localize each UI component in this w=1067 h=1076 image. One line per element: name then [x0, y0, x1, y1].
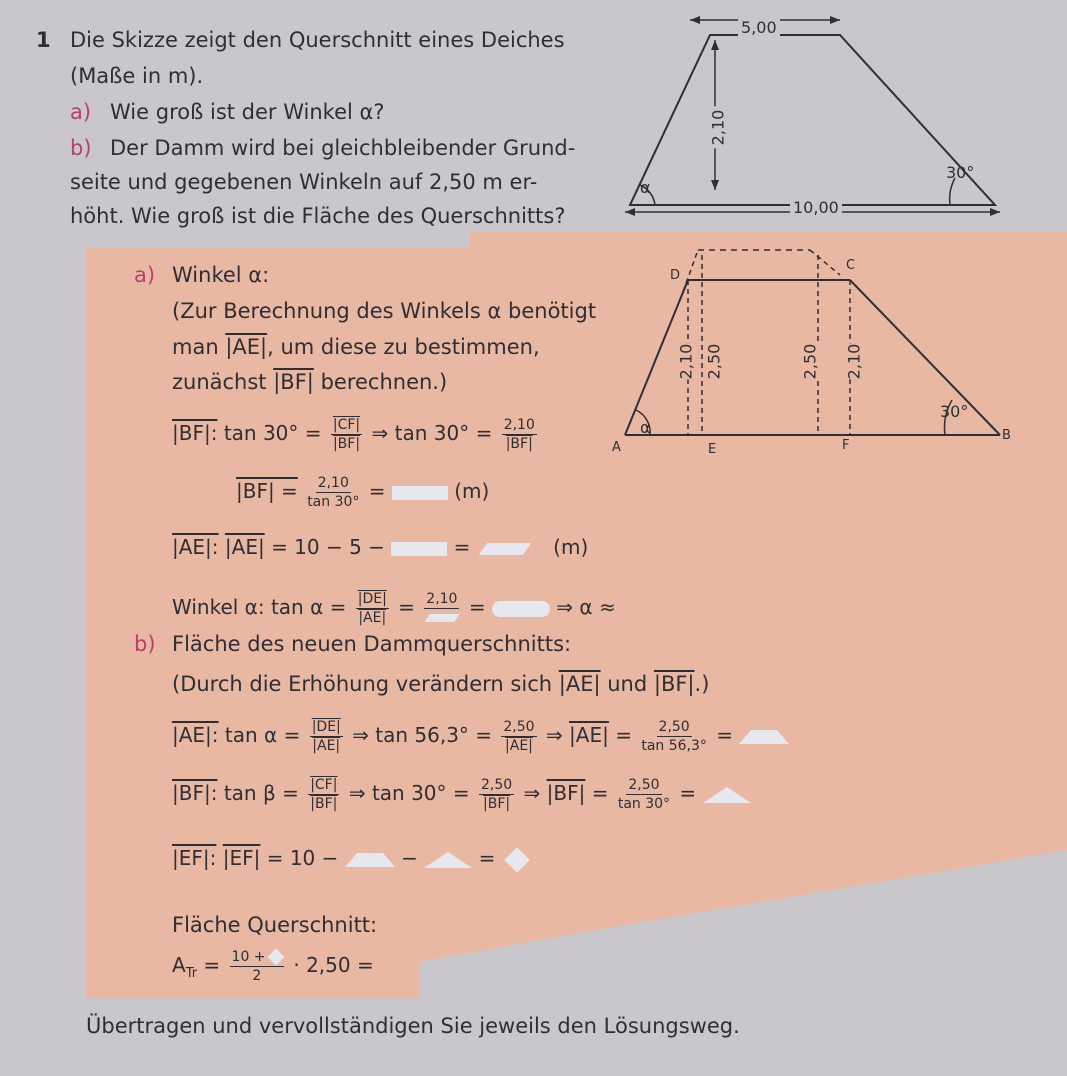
bottom-arrow-right	[990, 208, 1000, 216]
frac-num: 2,10	[503, 417, 535, 433]
sol-b-note-post: .)	[694, 672, 710, 696]
arrow: ⇒	[348, 781, 366, 805]
arrow: ⇒	[371, 421, 389, 445]
frac-num: 2,50	[658, 719, 690, 735]
answer-blank-tan-alpha[interactable]	[492, 601, 550, 617]
dike-sketch-raised	[600, 240, 1040, 460]
answer-blank-ae[interactable]	[479, 543, 531, 555]
point-D: D	[670, 268, 681, 283]
frac-210-bf	[502, 418, 537, 451]
point-B: B	[1002, 428, 1011, 443]
frac-den: |AE|	[505, 738, 533, 754]
frac-num: 2,10	[426, 591, 458, 607]
dike-trapezoid	[630, 35, 995, 205]
sol-a-seg-bf: |BF|	[273, 370, 314, 394]
sol-b-label: b)	[134, 632, 156, 656]
label-h-left: 2,10	[676, 343, 696, 380]
sketch1-angle-right: 30°	[946, 163, 975, 182]
equals: =	[468, 595, 486, 619]
sol-b-bf-label: |BF|:	[172, 781, 218, 805]
sol-b-tan30: tan 30° =	[371, 781, 470, 805]
footer-instruction: Übertragen und vervollständigen Sie jeweils den Lösungsweg.	[86, 1014, 740, 1038]
sol-a-bf-result-row	[236, 476, 489, 509]
sol-a-bf-label: |BF|:	[172, 421, 218, 445]
label-h-right-new: 2,50	[800, 343, 820, 380]
frac-den: tan 30°	[617, 796, 671, 812]
frac-den	[427, 609, 457, 625]
sol-a-ae-expr: = 10 − 5 −	[271, 535, 385, 559]
frac-den: tan 56,3°	[641, 738, 707, 754]
sol-b-ae-label: |AE|:	[172, 723, 219, 747]
task-intro-line1: Die Skizze zeigt den Querschnitt eines Deiches	[70, 28, 565, 52]
sol-a-title: Winkel α:	[172, 263, 270, 287]
sol-b-area-row	[172, 950, 374, 983]
frac-num: 2,50	[503, 719, 535, 735]
label-h-right: 2,10	[844, 343, 864, 380]
sol-a-note2	[172, 335, 540, 359]
task-b-label: b)	[70, 136, 92, 160]
frac-den: |BF|	[310, 796, 338, 812]
label-alpha-2: α	[640, 418, 651, 437]
frac-210-tan30	[307, 476, 359, 509]
frac-area	[230, 950, 284, 983]
answer-blank-ae-den[interactable]	[424, 614, 460, 622]
frac-num: |DE|	[311, 719, 341, 735]
frac-den: |BF|	[483, 796, 511, 812]
frac-210-blank	[424, 592, 459, 625]
sol-b-note-pre: (Durch die Erhöhung verändern sich	[172, 672, 553, 696]
frac-num: 2,50	[628, 777, 660, 793]
task-a-label: a)	[70, 100, 92, 124]
frac-den: |AE|	[312, 738, 341, 754]
frac-250-tan56	[641, 720, 707, 753]
point-C: C	[846, 258, 856, 273]
point-A: A	[612, 440, 621, 455]
frac-num: |DE|	[357, 591, 387, 607]
unit-m: (m)	[454, 479, 490, 503]
height-arrow-bottom	[711, 180, 719, 190]
frac-den: |AE|	[358, 610, 387, 626]
sol-a-alpha-row	[172, 592, 616, 625]
answer-blank-ef[interactable]	[504, 847, 529, 872]
equals: =	[398, 595, 415, 619]
unit-m: (m)	[553, 535, 589, 559]
top-arrow-right	[830, 16, 840, 24]
sol-b-bf-row	[172, 778, 751, 811]
answer-blank-ef-copy[interactable]	[268, 949, 285, 966]
sol-b-ef-expr: = 10 −	[266, 846, 339, 870]
frac-de-ae	[356, 592, 389, 625]
frac-250-bf	[479, 778, 514, 811]
task-b-line2: seite und gegebenen Winkeln auf 2,50 m er-	[70, 170, 538, 194]
height-arrow-top	[711, 40, 719, 50]
task-b-line1: Der Damm wird bei gleichbleibender Grund-	[110, 136, 576, 160]
equals: =	[679, 781, 697, 805]
equals: =	[453, 535, 471, 559]
sol-b-title: Fläche des neuen Dammquerschnitts:	[172, 632, 572, 656]
frac-num: |CF|	[332, 417, 361, 433]
bottom-arrow-left	[625, 208, 635, 216]
sol-b-ef-row	[172, 846, 526, 870]
sol-a-winkel: Winkel α:	[172, 595, 265, 619]
frac-den: |BF|	[332, 436, 361, 452]
sol-a-note2-post: , um diese zu bestimmen,	[267, 335, 540, 359]
sol-b-tan-b: tan β =	[223, 781, 299, 805]
sol-a-ae-row	[172, 535, 588, 559]
answer-blank-bf[interactable]	[392, 486, 448, 500]
sol-b-tan-a: tan α =	[224, 723, 301, 747]
answer-blank-ae-b[interactable]	[739, 730, 789, 744]
sol-a-ae-label: |AE|:	[172, 535, 219, 559]
equals: =	[368, 479, 386, 503]
sol-a-note3-pre: zunächst	[172, 370, 267, 394]
answer-blank-bf-reuse[interactable]	[391, 542, 447, 556]
sol-b-note-bf: |BF|	[653, 672, 695, 696]
arrow: ⇒	[352, 723, 369, 747]
frac-250-tan30	[618, 778, 670, 811]
sol-a-bf-eq: |BF| =	[236, 479, 298, 503]
frac-num: |CF|	[310, 777, 338, 793]
sol-a-label: a)	[134, 263, 156, 287]
sol-a-seg-ae: |AE|	[225, 335, 268, 359]
sol-b-note-ae: |AE|	[558, 672, 601, 696]
sol-b-ef-res: |EF|	[222, 846, 261, 870]
equals: =	[478, 846, 496, 870]
frac-num: 2,50	[481, 777, 513, 793]
equals: =	[591, 781, 609, 805]
task-number: 1	[36, 28, 51, 52]
equals: =	[615, 723, 632, 747]
answer-blank-bf-copy[interactable]	[424, 852, 472, 868]
frac-de-ae	[310, 720, 343, 753]
minus: −	[401, 846, 418, 870]
sol-a-tan-a: tan α =	[270, 595, 347, 619]
sol-b-area-title: Fläche Querschnitt:	[172, 913, 378, 937]
equals: =	[716, 723, 734, 747]
frac-cf-bf	[308, 778, 339, 811]
task-a-text: Wie groß ist der Winkel α?	[110, 100, 385, 124]
right-slope	[850, 280, 1000, 435]
sketch1-angle-left: α	[640, 178, 651, 197]
frac-cf-bf	[331, 418, 362, 451]
sol-b-bf-res: |BF|	[546, 781, 586, 805]
sol-b-note-mid: und	[607, 672, 648, 696]
point-F: F	[842, 438, 850, 453]
area-num-text: 10 +	[231, 949, 266, 965]
dike-sketch	[600, 10, 1020, 220]
sketch1-bottom-label: 10,00	[790, 198, 842, 217]
sol-b-tan56: tan 56,3° =	[375, 723, 493, 747]
arrow: ⇒	[523, 781, 541, 805]
frac-num	[230, 950, 284, 967]
sol-a-bf-row	[172, 418, 540, 451]
area-subscript: Tr	[185, 966, 198, 981]
frac-den: |BF|	[505, 436, 533, 452]
task-b-line3: höht. Wie groß ist die Fläche des Querschnitts?	[70, 204, 566, 228]
sol-b-ae-row	[172, 720, 789, 753]
frac-250-ae	[501, 720, 536, 753]
sol-a-note2-pre: man	[172, 335, 219, 359]
area-symbol: A	[172, 953, 186, 977]
sol-a-tan30: tan 30° =	[223, 421, 322, 445]
answer-blank-bf-b[interactable]	[703, 787, 751, 803]
point-E: E	[708, 442, 717, 457]
task-intro-line2: (Maße in m).	[70, 64, 204, 88]
sol-b-ef-label: |EF|:	[172, 846, 217, 870]
sol-a-note3-post: berechnen.)	[320, 370, 448, 394]
sol-a-tan30b: tan 30° =	[394, 421, 493, 445]
answer-blank-ae-copy[interactable]	[345, 853, 395, 867]
equals: =	[203, 953, 221, 977]
sketch1-top-label: 5,00	[738, 18, 780, 37]
frac-num: 2,10	[317, 475, 349, 491]
raised-right-slope	[810, 250, 840, 275]
label-angle-2: 30°	[940, 402, 969, 421]
sol-a-note3	[172, 370, 447, 394]
sol-a-ae-eq: |AE|	[224, 535, 265, 559]
sol-a-note1: (Zur Berechnung des Winkels α benötigt	[172, 299, 597, 323]
sol-b-note	[172, 672, 709, 696]
top-arrow-left	[690, 16, 700, 24]
label-h-left-new: 2,50	[704, 343, 724, 380]
sketch1-height-label: 2,10	[708, 107, 727, 149]
frac-den: 2	[252, 968, 262, 984]
area-tail: · 2,50 =	[293, 953, 374, 977]
sol-b-ae-res: |AE|	[569, 723, 609, 747]
angle-30-arc	[950, 178, 955, 205]
alpha-approx: ⇒ α ≈	[556, 595, 616, 619]
frac-den: tan 30°	[307, 494, 360, 510]
arrow: ⇒	[545, 723, 563, 747]
